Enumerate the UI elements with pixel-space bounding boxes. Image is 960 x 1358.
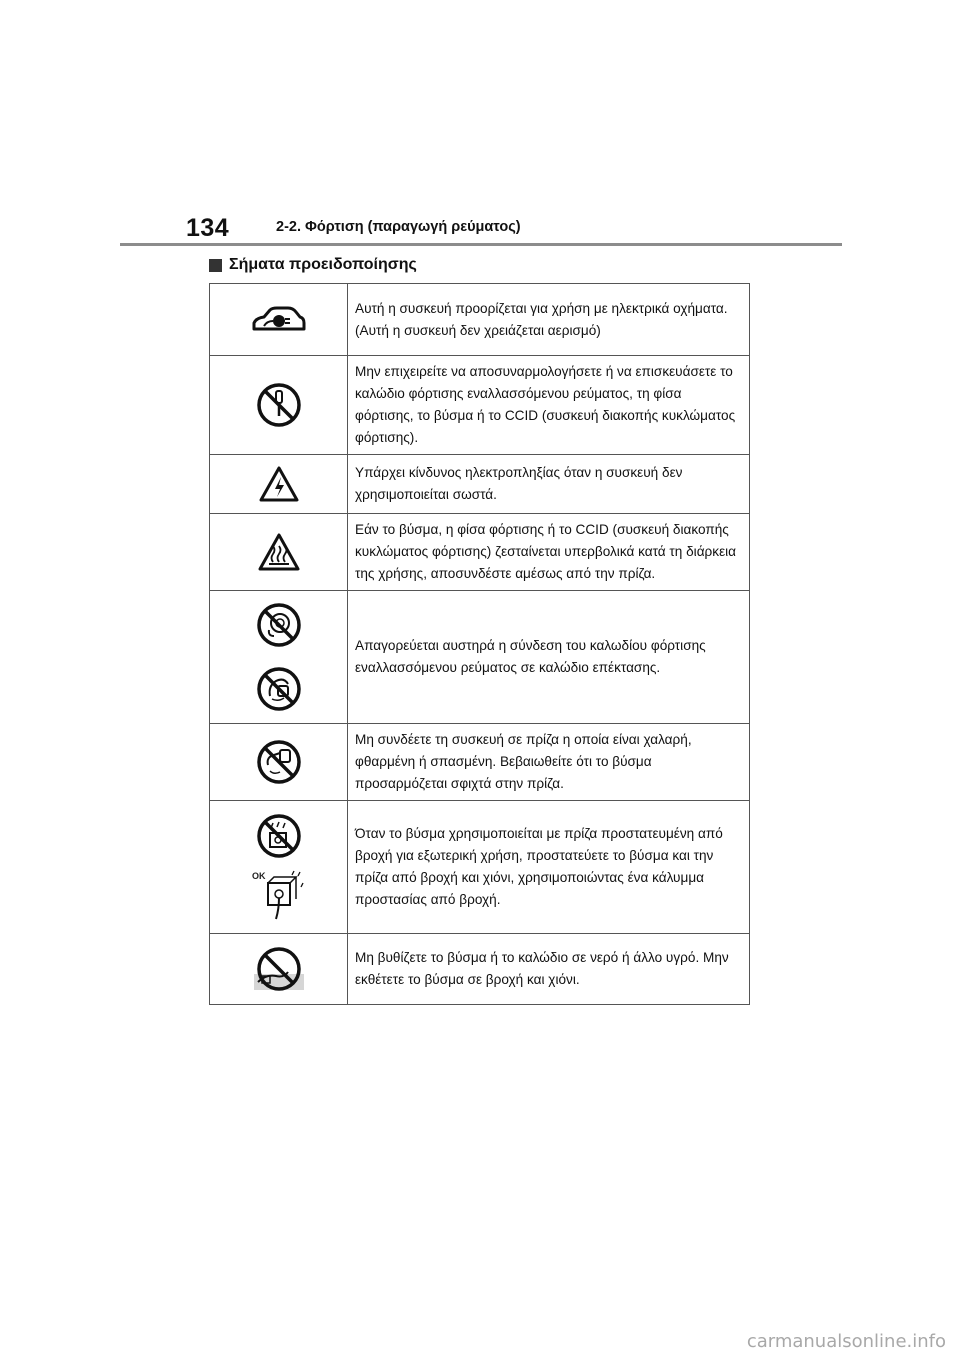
icon-cell xyxy=(210,801,348,934)
icon-cell xyxy=(210,591,348,724)
no-water-immersion-icon xyxy=(252,946,306,992)
warning-text: Αυτή η συσκευή προορίζεται για χρήση με ηλεκτρικά οχήματα. (Αυτή η συσκευή δεν χρειάζεται αερισμό) xyxy=(348,284,750,356)
no-disassembly-icon xyxy=(256,382,302,428)
footer-watermark: carmanualsonline.info xyxy=(746,1331,946,1352)
warning-text: Υπάρχει κίνδυνος ηλεκτροπληξίας όταν η συσκευή δεν χρησιμοποιείται σωστά. xyxy=(348,455,750,514)
header-divider xyxy=(120,243,842,246)
icon-cell xyxy=(210,934,348,1005)
icon-cell xyxy=(210,455,348,514)
warning-text: Μη βυθίζετε το βύσμα ή το καλώδιο σε νερό ή άλλο υγρό. Μην εκθέτετε το βύσμα σε βροχή και χιόνι. xyxy=(348,934,750,1005)
icon-cell xyxy=(210,514,348,591)
table-row xyxy=(210,514,750,591)
table-row xyxy=(210,284,750,356)
table-row xyxy=(210,801,750,934)
ok-label: OK xyxy=(251,871,265,881)
no-extension-cord-reel-icon xyxy=(256,602,302,648)
table-row xyxy=(210,934,750,1005)
page-number: 134 xyxy=(186,214,230,242)
section-title: 2-2. Φόρτιση (παραγωγή ρεύματος) xyxy=(276,219,521,235)
icon-cell xyxy=(210,724,348,801)
hot-surface-warning-icon xyxy=(257,532,301,572)
warning-signs-table xyxy=(209,283,750,1005)
warning-text: Μην επιχειρείτε να αποσυναρμολογήσετε ή να επισκευάσετε το καλώδιο φόρτισης εναλλασσόμενου ρεύματος, τη φίσα φόρτισης, το βύσμα ή το CCID (συσκευή διακοπής κυκλώματος φόρτισης). xyxy=(348,356,750,455)
table-row xyxy=(210,724,750,801)
subsection-title: Σήματα προειδοποίησης xyxy=(229,256,417,273)
table-row xyxy=(210,356,750,455)
ok-rain-cover-outlet-icon xyxy=(250,869,308,921)
electric-vehicle-plug-icon xyxy=(250,305,308,335)
warning-text: Μη συνδέετε τη συσκευή σε πρίζα η οποία είναι χαλαρή, φθαρμένη ή σπασμένη. Βεβαιωθείτε ότι το βύσμα προσαρμόζεται σφιχτά στην πρίζα. xyxy=(348,724,750,801)
warning-text: Εάν το βύσμα, η φίσα φόρτισης ή το CCID (συσκευή διακοπής κυκλώματος φόρτισης) ζεσταίνεται υπερβολικά κατά τη διάρκεια της χρήσης, αποσυνδέστε αμέσως από την πρίζα. xyxy=(348,514,750,591)
table-row xyxy=(210,591,750,724)
no-unprotected-outlet-rain-icon xyxy=(256,813,302,859)
icon-cell xyxy=(210,284,348,356)
table-row xyxy=(210,455,750,514)
icon-cell xyxy=(210,356,348,455)
no-loose-outlet-icon xyxy=(256,739,302,785)
warning-text: Όταν το βύσμα χρησιμοποιείται με πρίζα προστατευμένη από βροχή για εξωτερική χρήση, προστατεύετε το βύσμα και την πρίζα από βροχή και χιόνι, χρησιμοποιώντας ένα κάλυμμα προστασίας από βροχή. xyxy=(348,801,750,934)
warning-text: Απαγορεύεται αυστηρά η σύνδεση του καλωδίου φόρτισης εναλλασσόμενου ρεύματος σε καλώδιο επέκτασης. xyxy=(348,591,750,724)
square-bullet-icon xyxy=(209,259,222,272)
electric-shock-warning-icon xyxy=(258,465,300,503)
no-extension-cord-plug-icon xyxy=(256,666,302,712)
subsection-heading xyxy=(209,256,417,274)
